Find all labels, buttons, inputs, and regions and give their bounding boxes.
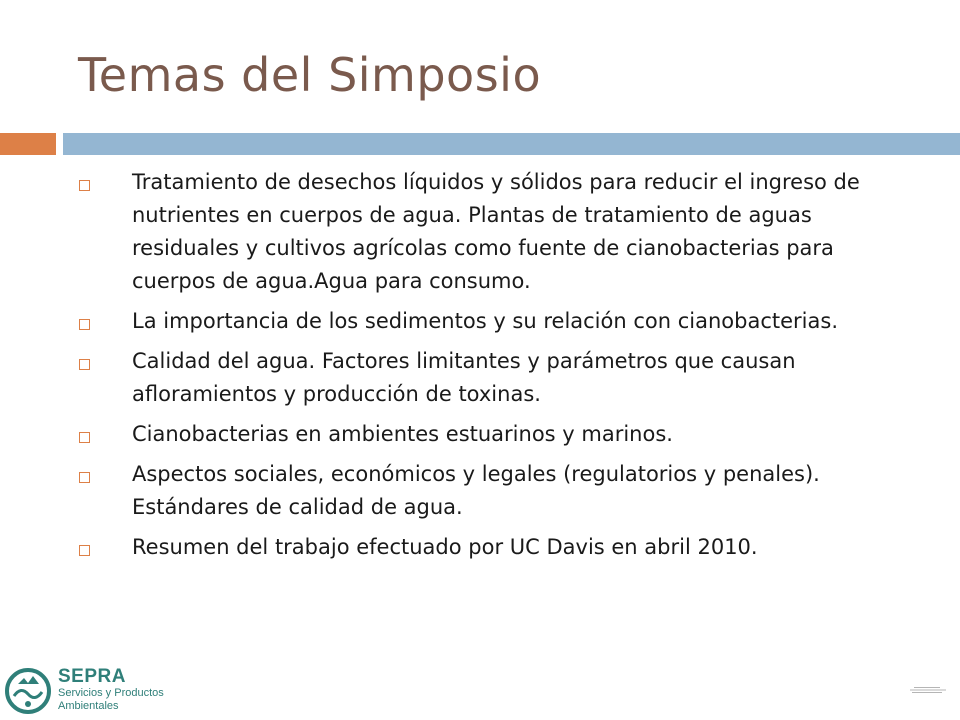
list-item-text: Aspectos sociales, económicos y legales (regulatorios y penales). Estándares de calidad de agua. bbox=[132, 462, 820, 519]
title-accent-bar-blue bbox=[63, 133, 960, 155]
list-item bbox=[76, 345, 916, 411]
square-bullet-icon bbox=[79, 180, 90, 191]
square-bullet-icon bbox=[79, 319, 90, 330]
sepra-logo-icon bbox=[4, 666, 52, 716]
list-item bbox=[76, 305, 916, 338]
list-item-text: La importancia de los sedimentos y su relación con cianobacterias. bbox=[132, 309, 838, 333]
square-bullet-icon bbox=[79, 545, 90, 556]
list-item-text: Resumen del trabajo efectuado por UC Davis en abril 2010. bbox=[132, 535, 758, 559]
slide-title: Temas del Simposio bbox=[78, 48, 542, 102]
logo-tagline bbox=[58, 687, 198, 713]
logo-tagline-line1: Servicios y Productos bbox=[58, 687, 164, 699]
list-item-text: Tratamiento de desechos líquidos y sólidos para reducir el ingreso de nutrientes en cuerpos de agua. Plantas de tratamiento de aguas residuales y cultivos agrícolas como fuente de cianobacterias para cuerpos de agua.Agua para consumo. bbox=[132, 170, 860, 293]
list-item bbox=[76, 166, 916, 298]
list-item bbox=[76, 458, 916, 524]
list-item-text: Calidad del agua. Factores limitantes y parámetros que causan afloramientos y producción de toxinas. bbox=[132, 349, 796, 406]
title-accent-bar-orange bbox=[0, 133, 56, 155]
square-bullet-icon bbox=[79, 432, 90, 443]
sepra-logo bbox=[4, 664, 224, 720]
list-item bbox=[76, 418, 916, 451]
topic-list bbox=[76, 166, 916, 571]
list-item bbox=[76, 531, 916, 564]
square-bullet-icon bbox=[79, 359, 90, 370]
logo-name: SEPRA bbox=[58, 666, 126, 687]
square-bullet-icon bbox=[79, 472, 90, 483]
footer-mark bbox=[908, 686, 948, 694]
logo-tagline-line2: Ambientales bbox=[58, 700, 119, 712]
list-item-text: Cianobacterias en ambientes estuarinos y marinos. bbox=[132, 422, 673, 446]
